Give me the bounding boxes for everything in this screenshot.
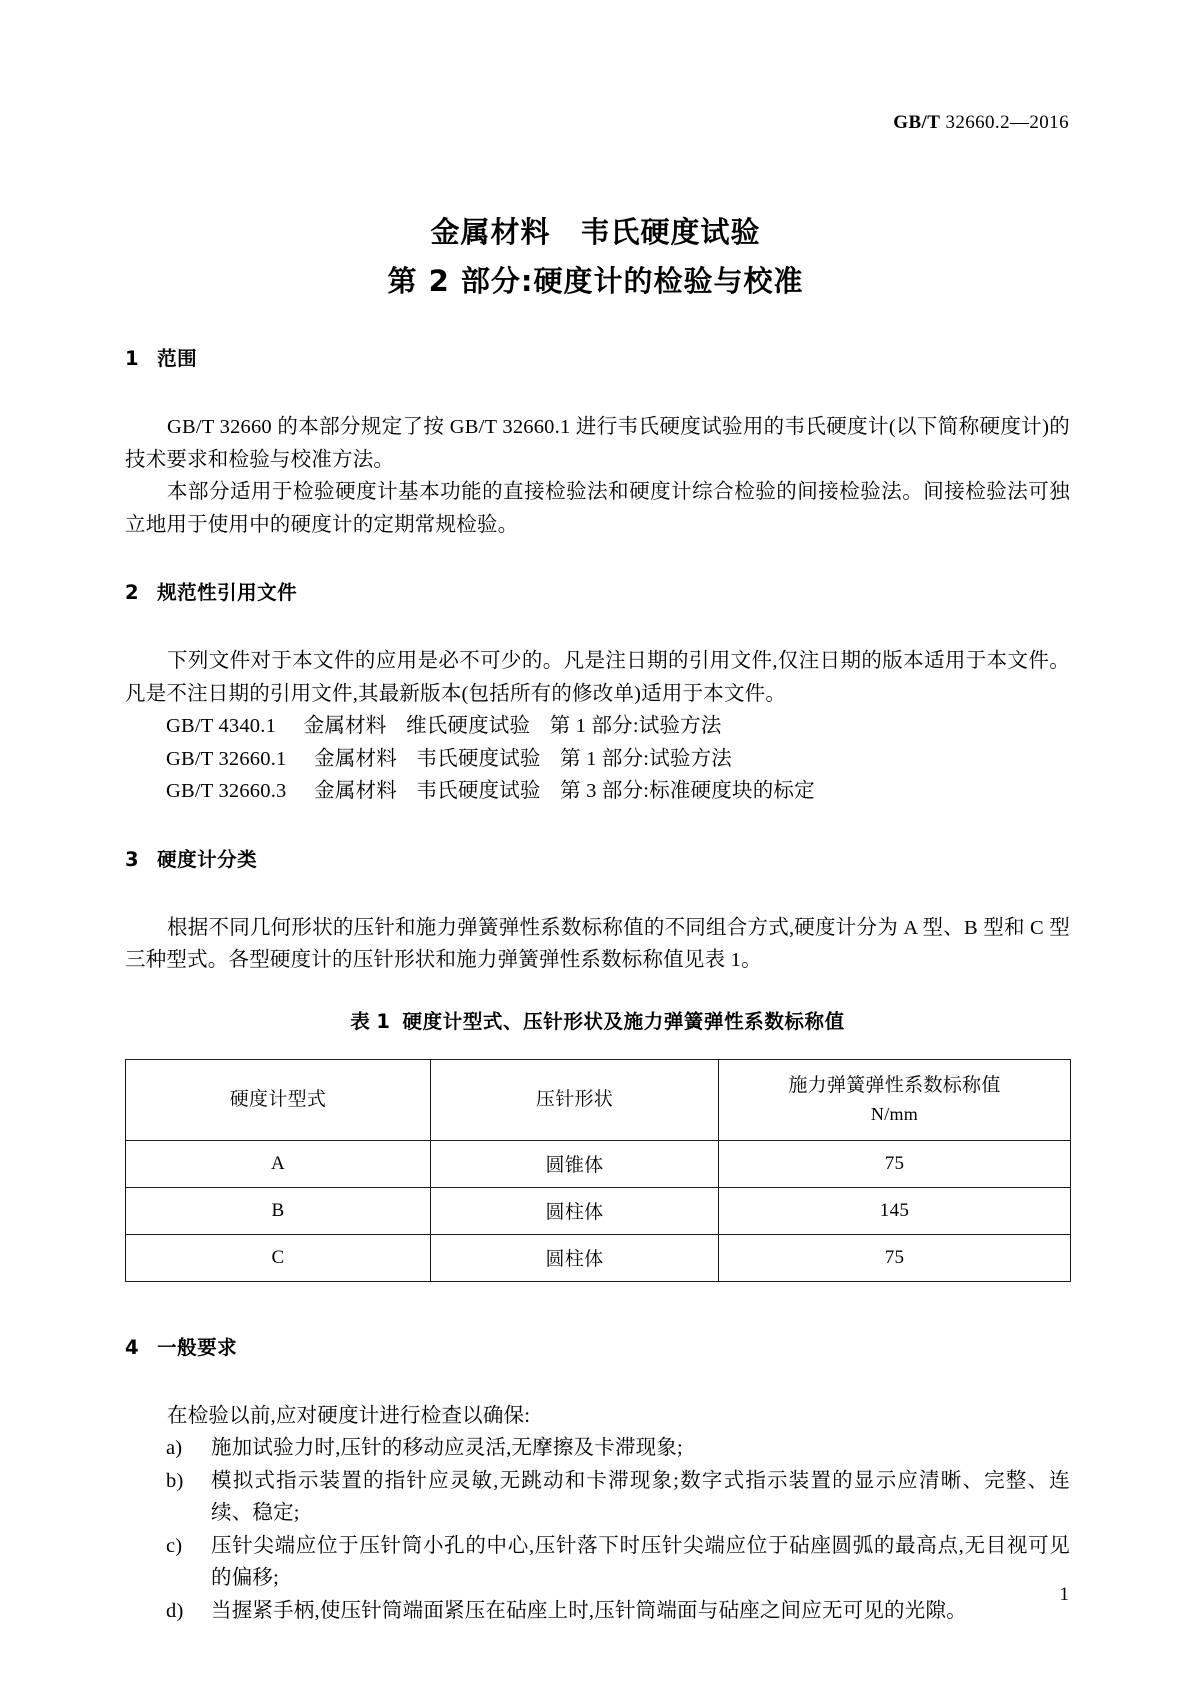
- table-header-row: [126, 1059, 1071, 1140]
- list-item-marker: b): [166, 1469, 184, 1492]
- list-item: [125, 1595, 1070, 1628]
- list-item: [125, 1432, 1070, 1465]
- title-line-2: 第 2 部分:硬度计的检验与校准: [387, 264, 804, 298]
- header-standard-prefix: GB/T: [893, 112, 941, 133]
- section-1-paragraph-2: 本部分适用于检验硬度计基本功能的直接检验法和硬度计综合检验的间接检验法。间接检验法可独立地用于使用中的硬度计的定期常规检验。: [125, 481, 1070, 536]
- cell-tester-type: B: [126, 1187, 431, 1234]
- document-body: [125, 345, 1070, 1627]
- reference-test: 维氏硬度试验: [405, 715, 531, 737]
- normative-reference: [125, 743, 1070, 776]
- section-number-1: 1: [125, 347, 140, 370]
- section-4-paragraph-1: 在检验以前,应对硬度计进行检查以确保:: [167, 1404, 531, 1427]
- column-header-spring-coefficient: [719, 1059, 1071, 1140]
- reference-material: 金属材料: [314, 780, 397, 802]
- general-requirements-list: [125, 1432, 1070, 1627]
- list-item-marker: d): [166, 1599, 184, 1622]
- cell-indenter-shape: 圆柱体: [431, 1234, 719, 1281]
- list-item-text: 模拟式指示装置的指针应灵敏,无跳动和卡滞现象;数字式指示装置的显示应清晰、完整、连续、稳定;: [211, 1469, 1070, 1524]
- reference-part: 第 1 部分:试验方法: [560, 747, 733, 770]
- cell-indenter-shape: 圆柱体: [431, 1187, 719, 1234]
- cell-indenter-shape: 圆锥体: [431, 1140, 719, 1187]
- reference-code: GB/T 32660.1: [166, 747, 287, 770]
- column-header-tester-type: 硬度计型式: [126, 1059, 431, 1140]
- table-caption-number: 1: [376, 1009, 391, 1033]
- normative-reference: [125, 775, 1070, 808]
- table-caption-text: 硬度计型式、压针形状及施力弹簧弹性系数标称值: [402, 1009, 845, 1033]
- section-number-2: 2: [125, 581, 140, 604]
- cell-tester-type: A: [126, 1140, 431, 1187]
- normative-reference: [125, 710, 1070, 743]
- cell-spring-coefficient: 145: [719, 1187, 1071, 1234]
- list-item-text: 当握紧手柄,使压针筒端面紧压在砧座上时,压针筒端面与砧座之间应无可见的光隙。: [211, 1599, 967, 1622]
- table-caption: [125, 1007, 1070, 1037]
- column-header-spring-coefficient-unit: N/mm: [870, 1103, 919, 1124]
- section-title-3: 硬度计分类: [157, 847, 258, 871]
- hardness-tester-spec-table: [125, 1059, 1071, 1282]
- section-number-3: 3: [125, 847, 140, 871]
- page-title: [0, 208, 1191, 306]
- reference-code: GB/T 32660.3: [166, 780, 287, 802]
- section-title-4: 一般要求: [157, 1335, 238, 1359]
- reference-part: 第 1 部分:试验方法: [549, 715, 722, 737]
- table-caption-label: 表: [350, 1009, 371, 1033]
- cell-tester-type: C: [126, 1234, 431, 1281]
- section-2-paragraph-1: 下列文件对于本文件的应用是必不可少的。凡是注日期的引用文件,仅注日期的版本适用于本文件。凡是不注日期的引用文件,其最新版本(包括所有的修改单)适用于本文件。: [125, 650, 1070, 705]
- section-1-paragraph-1: GB/T 32660 的本部分规定了按 GB/T 32660.1 进行韦氏硬度试验用的韦氏硬度计(以下简称硬度计)的技术要求和检验与校准方法。: [125, 416, 1070, 471]
- list-item: [125, 1465, 1070, 1530]
- section-heading-2: [125, 579, 1070, 607]
- section-heading-1: [125, 345, 1070, 373]
- table-row: [126, 1234, 1071, 1281]
- reference-part: 第 3 部分:标准硬度块的标定: [560, 780, 815, 802]
- list-item: [125, 1530, 1070, 1595]
- list-item-marker: a): [166, 1437, 183, 1459]
- reference-material: 金属材料: [303, 715, 387, 737]
- cell-spring-coefficient: 75: [719, 1234, 1071, 1281]
- reference-test: 韦氏硬度试验: [416, 780, 541, 802]
- table-row: [126, 1187, 1071, 1234]
- table-row: [126, 1140, 1071, 1187]
- section-heading-3: [125, 846, 1070, 874]
- running-header: [893, 112, 1069, 134]
- section-title-2: 规范性引用文件: [157, 581, 298, 604]
- column-header-indenter-shape: 压针形状: [431, 1059, 719, 1140]
- column-header-spring-coefficient-text: 施力弹簧弹性系数标称值: [788, 1074, 1001, 1096]
- section-heading-4: [125, 1334, 1070, 1362]
- cell-spring-coefficient: 75: [719, 1140, 1071, 1187]
- section-3-paragraph-1: 根据不同几何形状的压针和施力弹簧弹性系数标称值的不同组合方式,硬度计分为 A 型、B 型和 C 型三种型式。各型硬度计的压针形状和施力弹簧弹性系数标称值见表 1。: [125, 916, 1070, 971]
- list-item-text: 压针尖端应位于压针筒小孔的中心,压针落下时压针尖端应位于砧座圆弧的最高点,无目视可见的偏移;: [211, 1534, 1070, 1589]
- reference-material: 金属材料: [314, 747, 397, 770]
- reference-code: GB/T 4340.1: [166, 715, 277, 737]
- list-item-marker: c): [166, 1534, 183, 1557]
- page-number: 1: [1059, 1584, 1069, 1605]
- section-number-4: 4: [125, 1335, 140, 1359]
- header-standard-number: 32660.2—2016: [945, 112, 1069, 133]
- reference-test: 韦氏硬度试验: [416, 747, 541, 770]
- list-item-text: 施加试验力时,压针的移动应灵活,无摩擦及卡滞现象;: [211, 1437, 683, 1459]
- section-title-1: 范围: [157, 347, 198, 370]
- title-line-1: 金属材料 韦氏硬度试验: [430, 215, 761, 249]
